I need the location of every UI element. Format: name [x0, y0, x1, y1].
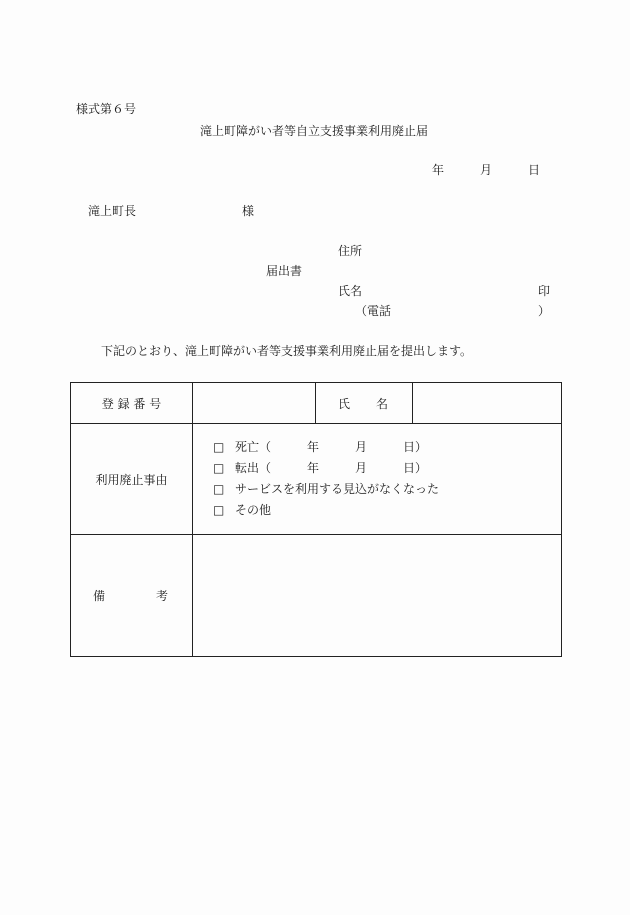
- form-number: 様式第６号: [76, 102, 137, 116]
- intro-text: 下記のとおり、滝上町障がい者等支援事業利用廃止届を提出します。: [101, 344, 473, 358]
- addressee-honorific: 様: [242, 204, 255, 218]
- address-label: 住所: [338, 244, 363, 258]
- submitter-role-label: 届出書: [266, 264, 303, 278]
- seal-mark: 印: [538, 284, 551, 298]
- reason-text: その他: [235, 503, 272, 517]
- reg-number-label: 登 録 番 号: [71, 383, 193, 424]
- addressee-name: 滝上町長: [88, 204, 137, 218]
- name-cell[interactable]: [413, 383, 562, 424]
- name-label: 氏名: [338, 284, 363, 298]
- remarks-cell[interactable]: [193, 535, 562, 657]
- checkbox[interactable]: □: [213, 440, 225, 454]
- reason-text: 転出（ 年 月 日）: [235, 461, 428, 475]
- checkbox[interactable]: □: [213, 482, 225, 496]
- remarks-label-char: 考: [155, 589, 168, 603]
- name-label-char: 氏: [338, 396, 351, 411]
- checkbox[interactable]: □: [213, 461, 225, 475]
- phone-close: ）: [538, 304, 551, 318]
- reason-text: 死亡（ 年 月 日）: [235, 440, 428, 454]
- name-label-char: 名: [375, 396, 388, 411]
- registration-row: [71, 383, 562, 424]
- form-table: [70, 382, 562, 657]
- document-title: 滝上町障がい者等自立支援事業利用廃止届: [200, 124, 429, 138]
- reason-other[interactable]: [213, 500, 561, 521]
- reason-row: [71, 424, 562, 535]
- reason-move-out[interactable]: [213, 458, 561, 479]
- reason-label: 利用廃止事由: [71, 424, 193, 535]
- remarks-label-cell: [71, 535, 193, 657]
- checkbox[interactable]: □: [213, 503, 225, 517]
- reason-death[interactable]: [213, 437, 561, 458]
- reg-number-cell[interactable]: [193, 383, 316, 424]
- reason-no-longer-needed[interactable]: [213, 479, 561, 500]
- date-day: 日: [528, 163, 541, 177]
- remarks-row: [71, 535, 562, 657]
- date-year: 年: [432, 163, 445, 177]
- date-month: 月: [480, 163, 493, 177]
- reason-options-cell: [193, 424, 562, 535]
- phone-label: （電話: [355, 304, 392, 318]
- remarks-label-char: 備: [93, 589, 106, 603]
- name-label-cell: [316, 383, 413, 424]
- reason-list: [193, 437, 561, 521]
- reason-text: サービスを利用する見込がなくなった: [235, 482, 440, 496]
